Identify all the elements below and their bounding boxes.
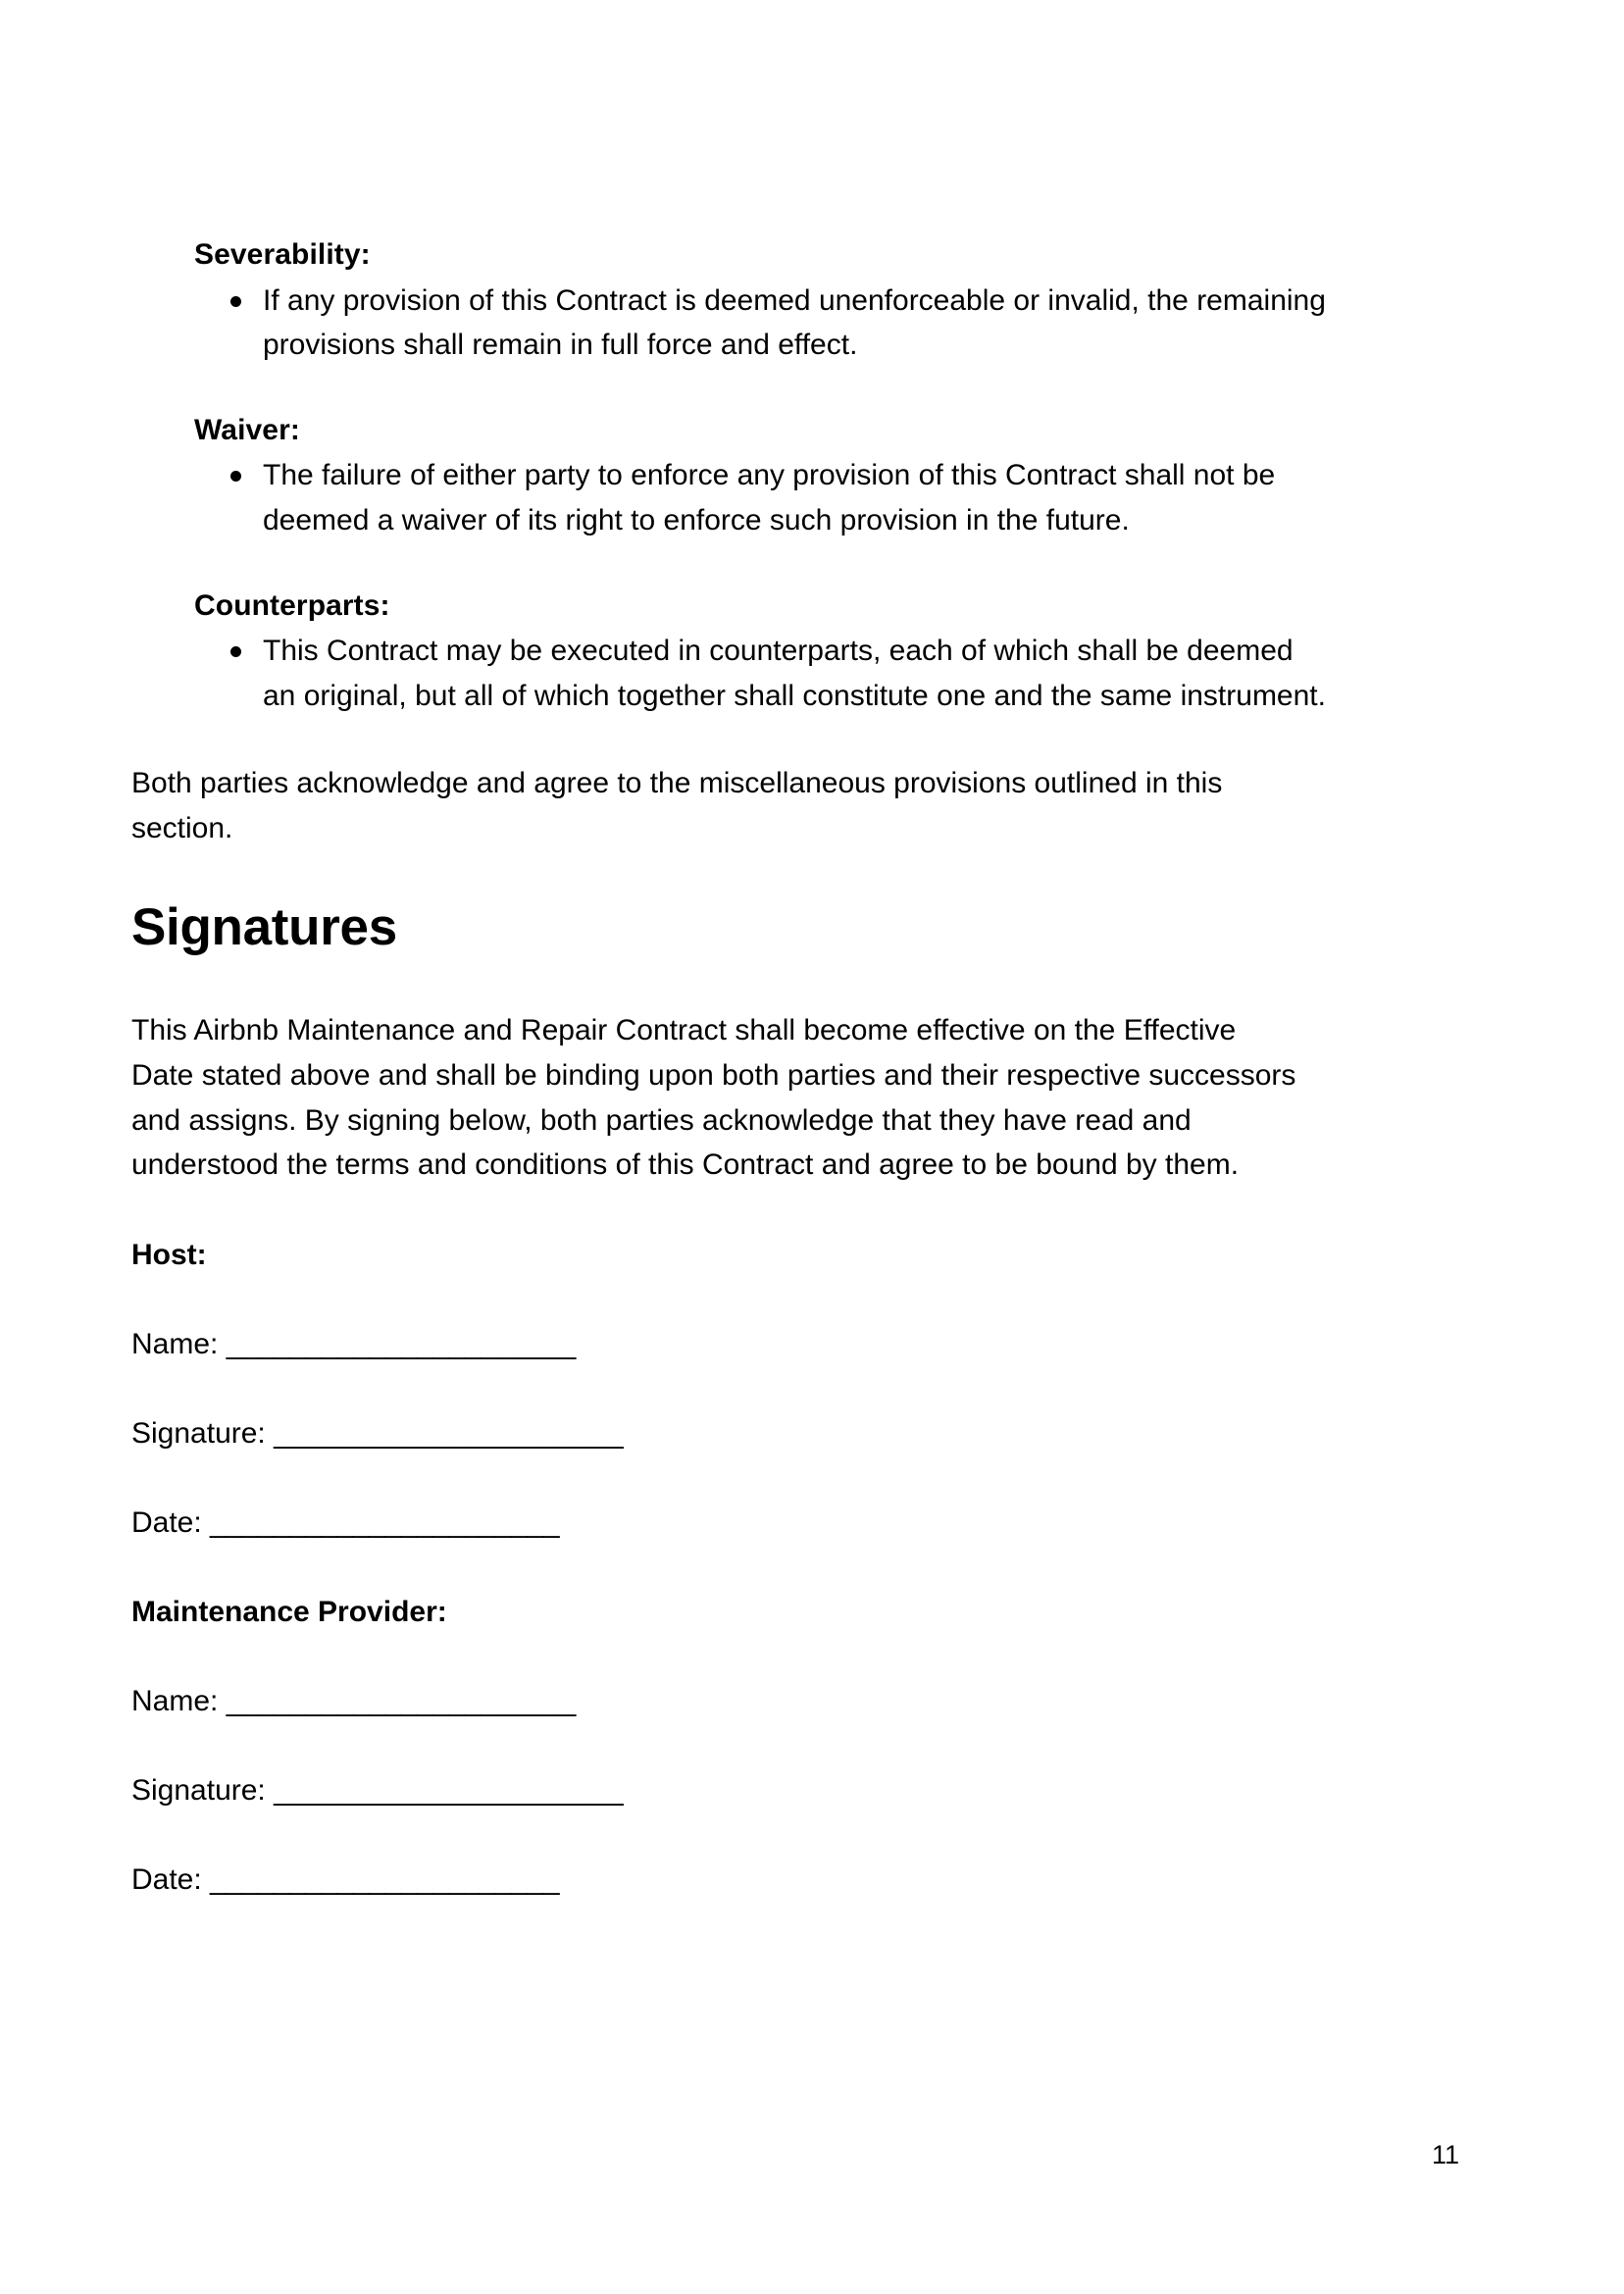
list-item-text: If any provision of this Contract is deemed unenforceable or invalid, the remaining provisions shall remain in full force and effect. (263, 283, 1326, 362)
list-item-text: This Contract may be executed in counterparts, each of which shall be deemed an original, but all of which together shall constitute one and the same instrument. (263, 635, 1326, 712)
signature-field-rule[interactable]: ______________________ (274, 1774, 624, 1808)
signature-field-label: Date: (131, 1863, 211, 1897)
page-content (131, 235, 1459, 1947)
bullet-point-icon (230, 646, 241, 657)
signature-field-label: Date: (131, 1506, 211, 1540)
signatures-intro-paragraph: This Airbnb Maintenance and Repair Contract shall become effective on the Effective Date stated above and shall be binding upon both parties and their respective successors and assigns. By signing below, both parties acknowledge that they have read and understood the terms and conditions of this Contract and agree to be bound by them. (131, 1013, 1296, 1182)
signature-field-provider-date (131, 1858, 1455, 1902)
signature-field-rule[interactable]: ______________________ (210, 1506, 560, 1540)
provision-heading-counterparts: Counterparts: (194, 588, 390, 622)
signatures-block (131, 761, 1455, 1902)
signature-field-host-date (131, 1501, 1455, 1545)
provision-group-severability (194, 235, 1459, 368)
bullet-point-icon (230, 296, 241, 307)
provision-group-counterparts (194, 586, 1459, 719)
provision-bullet-list-counterparts (194, 629, 1459, 718)
page-number: 11 (1431, 2140, 1459, 2169)
page-title: Signatures (131, 898, 397, 957)
signature-field-rule[interactable]: ______________________ (274, 1417, 624, 1451)
signature-field-provider-name (131, 1679, 1455, 1723)
signature-field-label: Signature: (131, 1417, 275, 1451)
signature-field-provider-signature (131, 1768, 1455, 1812)
closing-paragraph: Both parties acknowledge and agree to the miscellaneous provisions outlined in this section. (131, 767, 1223, 845)
signature-field-label: Signature: (131, 1774, 275, 1808)
signature-party-label-host: Host: (131, 1239, 207, 1272)
list-item-text: The failure of either party to enforce any provision of this Contract shall not be deemed a waiver of its right to enforce such provision in the future. (263, 459, 1276, 536)
signature-field-label: Name: (131, 1328, 227, 1361)
signature-field-rule[interactable]: ______________________ (226, 1685, 576, 1718)
signature-field-rule[interactable]: ______________________ (210, 1863, 560, 1897)
provision-bullet-list-severability (194, 279, 1459, 368)
list-item (194, 629, 1332, 718)
signature-field-host-name (131, 1322, 1455, 1366)
signature-field-label: Name: (131, 1685, 227, 1718)
provision-bullet-list-waiver (194, 453, 1459, 542)
provision-group-waiver (194, 411, 1459, 543)
provision-heading-waiver: Waiver: (194, 413, 300, 446)
signature-field-host-signature (131, 1411, 1455, 1455)
list-item (194, 279, 1332, 368)
provision-heading-severability: Severability: (194, 238, 371, 271)
list-item (194, 453, 1332, 542)
signature-party-label-maintenance-provider: Maintenance Provider: (131, 1596, 447, 1629)
bullet-point-icon (230, 471, 241, 482)
signature-field-rule[interactable]: ______________________ (226, 1328, 576, 1361)
